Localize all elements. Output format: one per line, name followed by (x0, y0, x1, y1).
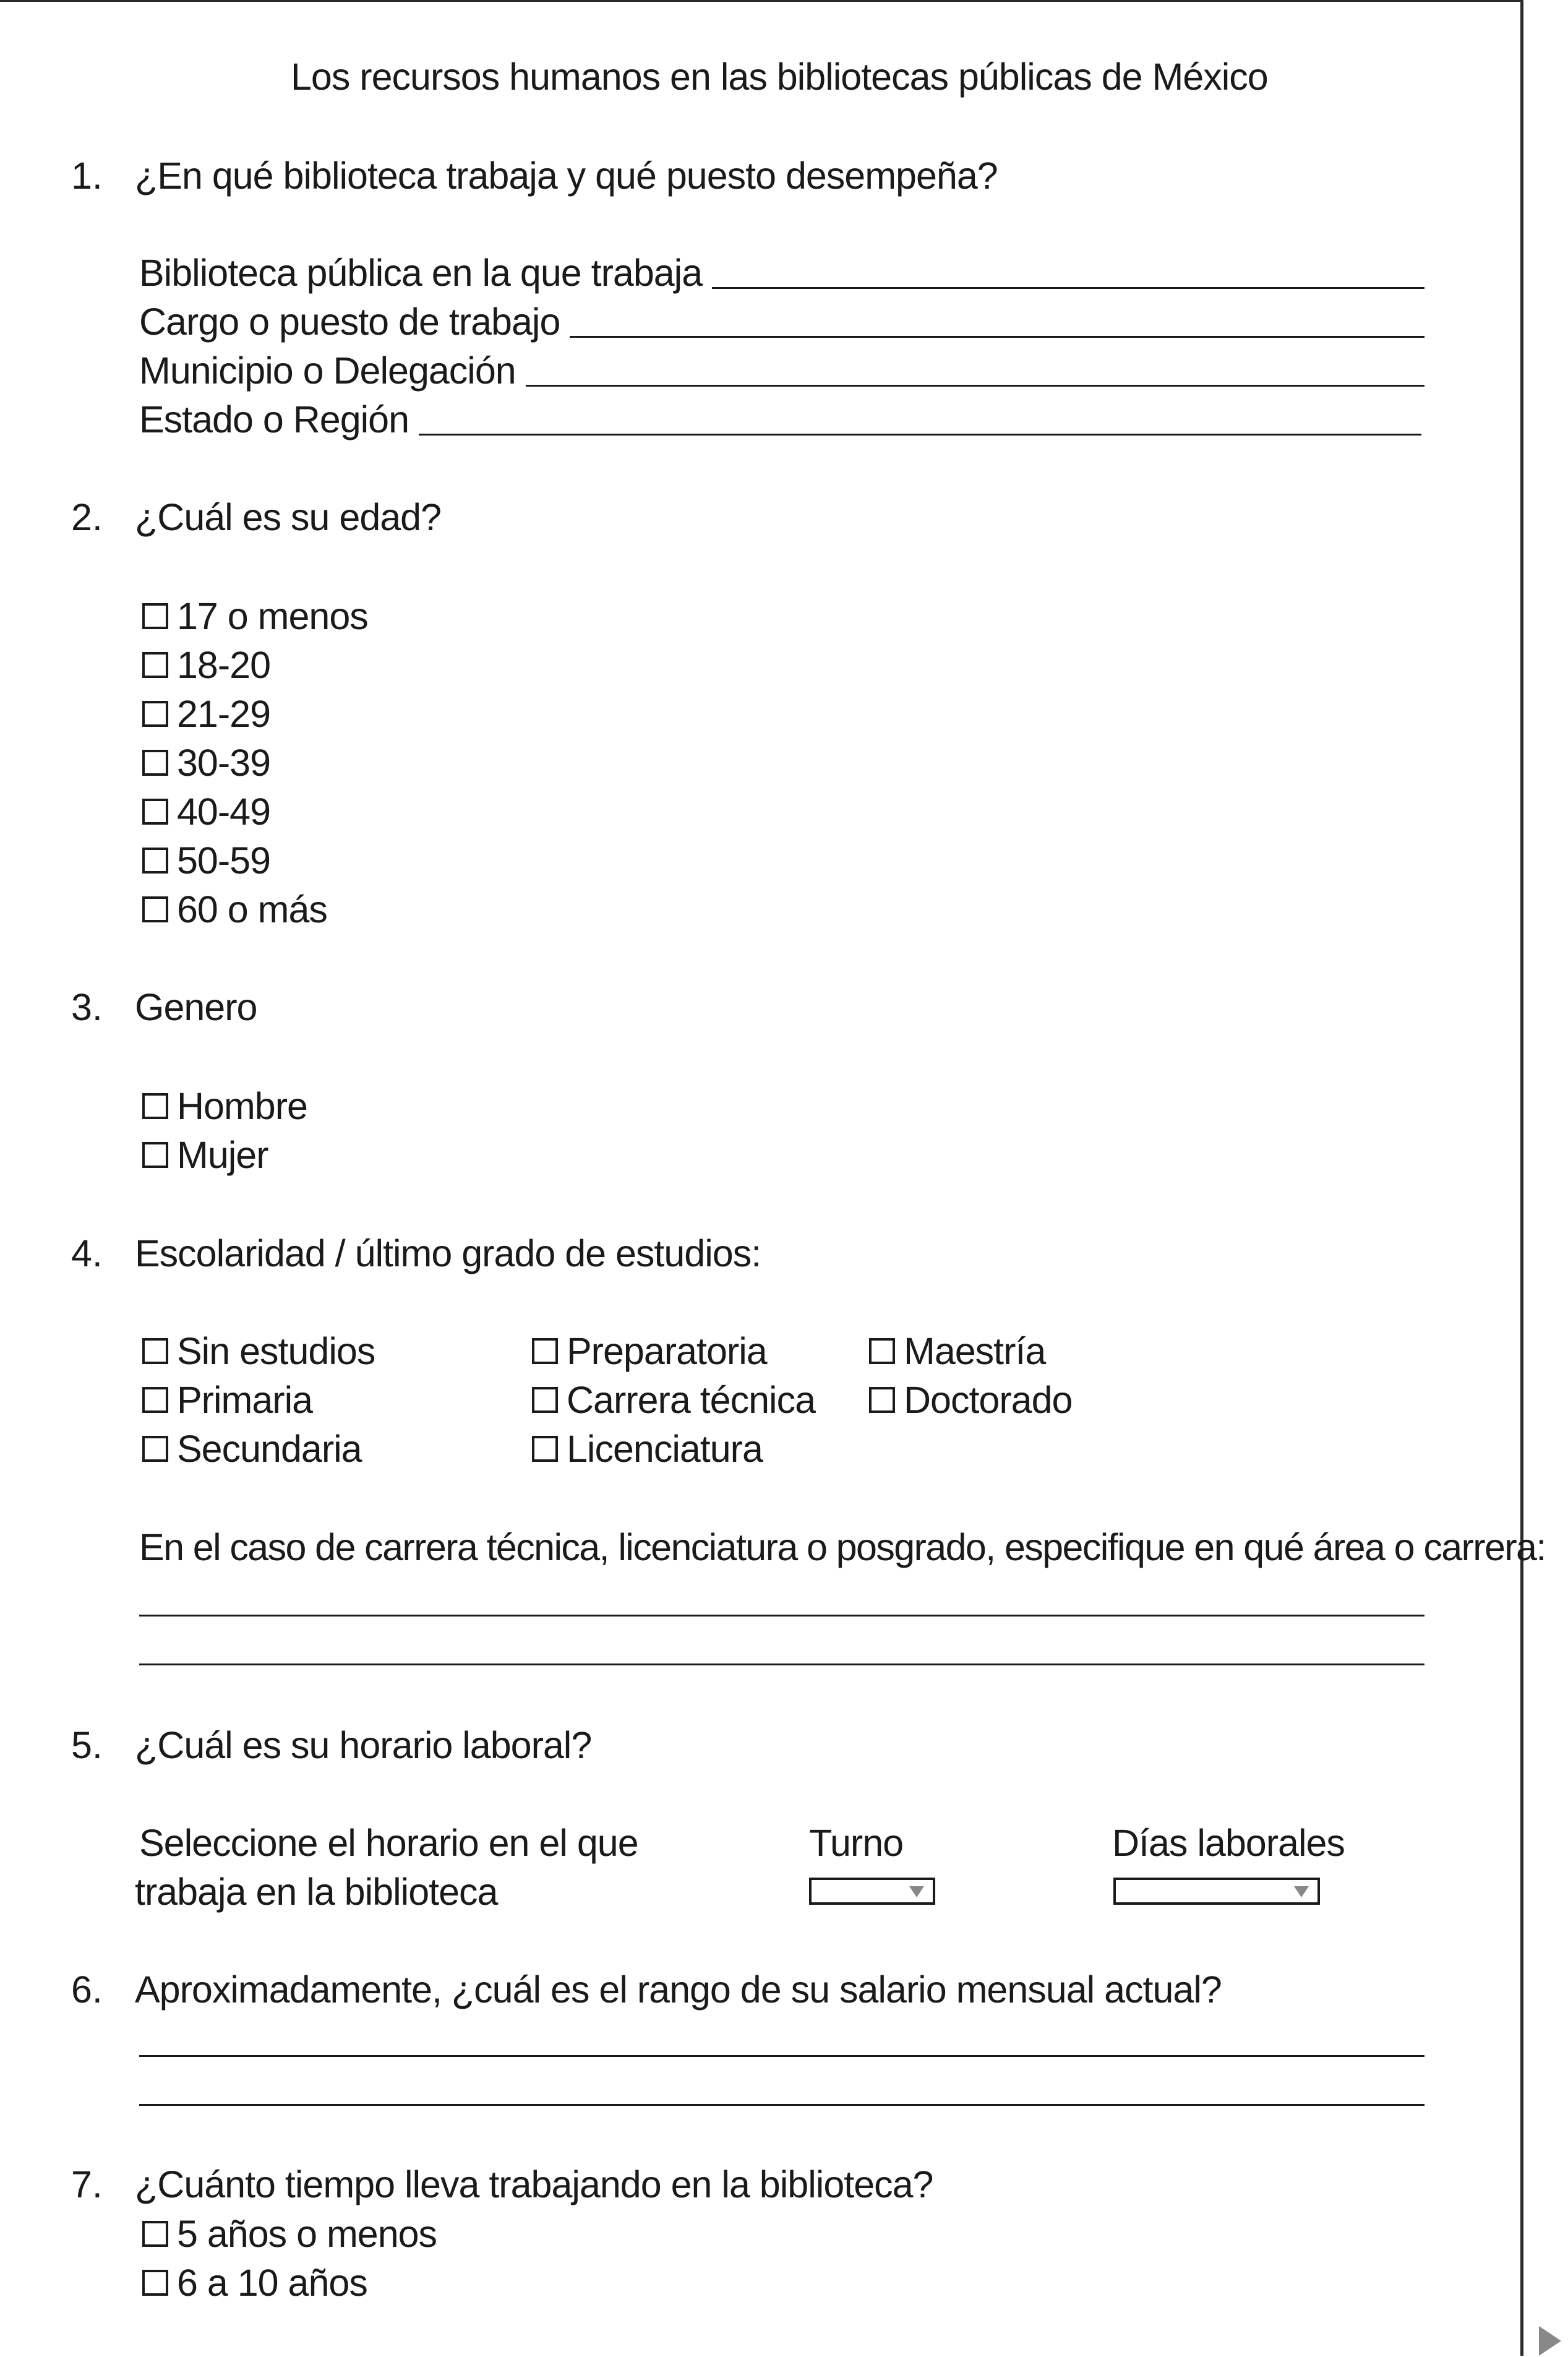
age-option[interactable]: 17 o menos (142, 594, 368, 638)
checkbox[interactable] (869, 1387, 895, 1413)
q4-answer-line[interactable] (139, 1615, 1424, 1616)
field-cargo-line[interactable] (570, 335, 1424, 338)
q5-question: ¿Cuál es su horario laboral? (135, 1724, 592, 1766)
field-biblioteca-line[interactable] (712, 286, 1424, 289)
checkbox[interactable] (142, 1142, 168, 1168)
education-option[interactable]: Carrera técnica (532, 1378, 815, 1422)
checkbox[interactable] (532, 1387, 558, 1413)
q7-question: ¿Cuánto tiempo lleva trabajando en la biblioteca? (135, 2163, 933, 2205)
checkbox[interactable] (142, 896, 168, 922)
q6-number: 6. (71, 1968, 103, 2011)
q1-question: ¿En qué biblioteca trabaja y qué puesto desempeña? (135, 155, 998, 197)
age-option[interactable]: 30-39 (142, 741, 270, 785)
q2-number: 2. (71, 496, 103, 538)
schedule-label-line2: trabaja en la biblioteca (135, 1871, 498, 1913)
field-estado-label: Estado o Región (139, 398, 409, 440)
next-page-arrow-icon[interactable] (1539, 2326, 1561, 2356)
field-municipio-label: Municipio o Delegación (139, 350, 516, 392)
age-option[interactable]: 21-29 (142, 692, 270, 736)
checkbox[interactable] (142, 750, 168, 776)
field-cargo[interactable] (139, 299, 1424, 344)
education-option[interactable]: Preparatoria (532, 1329, 767, 1373)
checkbox[interactable] (532, 1436, 558, 1462)
turno-select[interactable] (809, 1878, 935, 1905)
q2-question: ¿Cuál es su edad? (135, 496, 442, 538)
q6-answer-line[interactable] (139, 2055, 1424, 2057)
education-option[interactable]: Primaria (142, 1378, 312, 1422)
checkbox[interactable] (142, 1387, 168, 1413)
schedule-label-line1: Seleccione el horario en el que (139, 1822, 638, 1864)
checkbox[interactable] (869, 1338, 895, 1364)
checkbox[interactable] (142, 2270, 168, 2296)
tenure-option[interactable]: 6 a 10 años (142, 2260, 367, 2305)
q3-number: 3. (71, 986, 103, 1028)
q4-number: 4. (71, 1232, 103, 1274)
checkbox[interactable] (142, 848, 168, 874)
q4-answer-line[interactable] (139, 1664, 1424, 1665)
education-option[interactable]: Licenciatura (532, 1427, 763, 1471)
age-option[interactable]: 50-59 (142, 838, 270, 883)
q6-question: Aproximadamente, ¿cuál es el rango de su salario mensual actual? (135, 1968, 1222, 2011)
dias-label: Días laborales (1112, 1822, 1345, 1864)
gender-option-mujer[interactable]: Mujer (142, 1133, 268, 1177)
q3-question: Genero (135, 986, 257, 1028)
education-option[interactable]: Secundaria (142, 1427, 362, 1471)
checkbox[interactable] (532, 1338, 558, 1364)
q7-number: 7. (71, 2163, 103, 2205)
turno-label: Turno (809, 1822, 904, 1864)
field-biblioteca-label: Biblioteca pública en la que trabaja (139, 252, 703, 294)
q4-question: Escolaridad / último grado de estudios: (135, 1232, 761, 1274)
dias-select[interactable] (1113, 1878, 1320, 1905)
chevron-down-icon (1294, 1886, 1309, 1897)
checkbox[interactable] (142, 1436, 168, 1462)
education-option[interactable]: Doctorado (869, 1378, 1072, 1422)
education-option[interactable]: Maestría (869, 1329, 1045, 1373)
page-title: Los recursos humanos en las bibliotecas públicas de México (291, 56, 1268, 98)
age-option[interactable]: 40-49 (142, 789, 270, 834)
checkbox[interactable] (142, 1338, 168, 1364)
checkbox[interactable] (142, 2221, 168, 2247)
q5-number: 5. (71, 1724, 103, 1766)
field-estado-line[interactable] (419, 433, 1421, 436)
field-municipio[interactable] (139, 348, 1424, 393)
field-cargo-label: Cargo o puesto de trabajo (139, 301, 560, 343)
field-estado[interactable] (139, 397, 1421, 442)
field-biblioteca[interactable] (139, 251, 1424, 295)
checkbox[interactable] (142, 603, 168, 629)
checkbox[interactable] (142, 652, 168, 678)
gender-option-hombre[interactable]: Hombre (142, 1084, 307, 1128)
q4-note: En el caso de carrera técnica, licenciatura o posgrado, especifique en qué área o carrera: (139, 1526, 1546, 1568)
age-option[interactable]: 60 o más (142, 887, 327, 932)
field-municipio-line[interactable] (526, 384, 1424, 387)
q6-answer-line[interactable] (139, 2104, 1424, 2106)
checkbox[interactable] (142, 799, 168, 825)
education-option[interactable]: Sin estudios (142, 1329, 375, 1373)
age-option[interactable]: 18-20 (142, 643, 270, 687)
checkbox[interactable] (142, 1093, 168, 1119)
tenure-option[interactable]: 5 años o menos (142, 2212, 437, 2256)
checkbox[interactable] (142, 701, 168, 727)
chevron-down-icon (909, 1886, 924, 1897)
q1-number: 1. (71, 155, 103, 197)
